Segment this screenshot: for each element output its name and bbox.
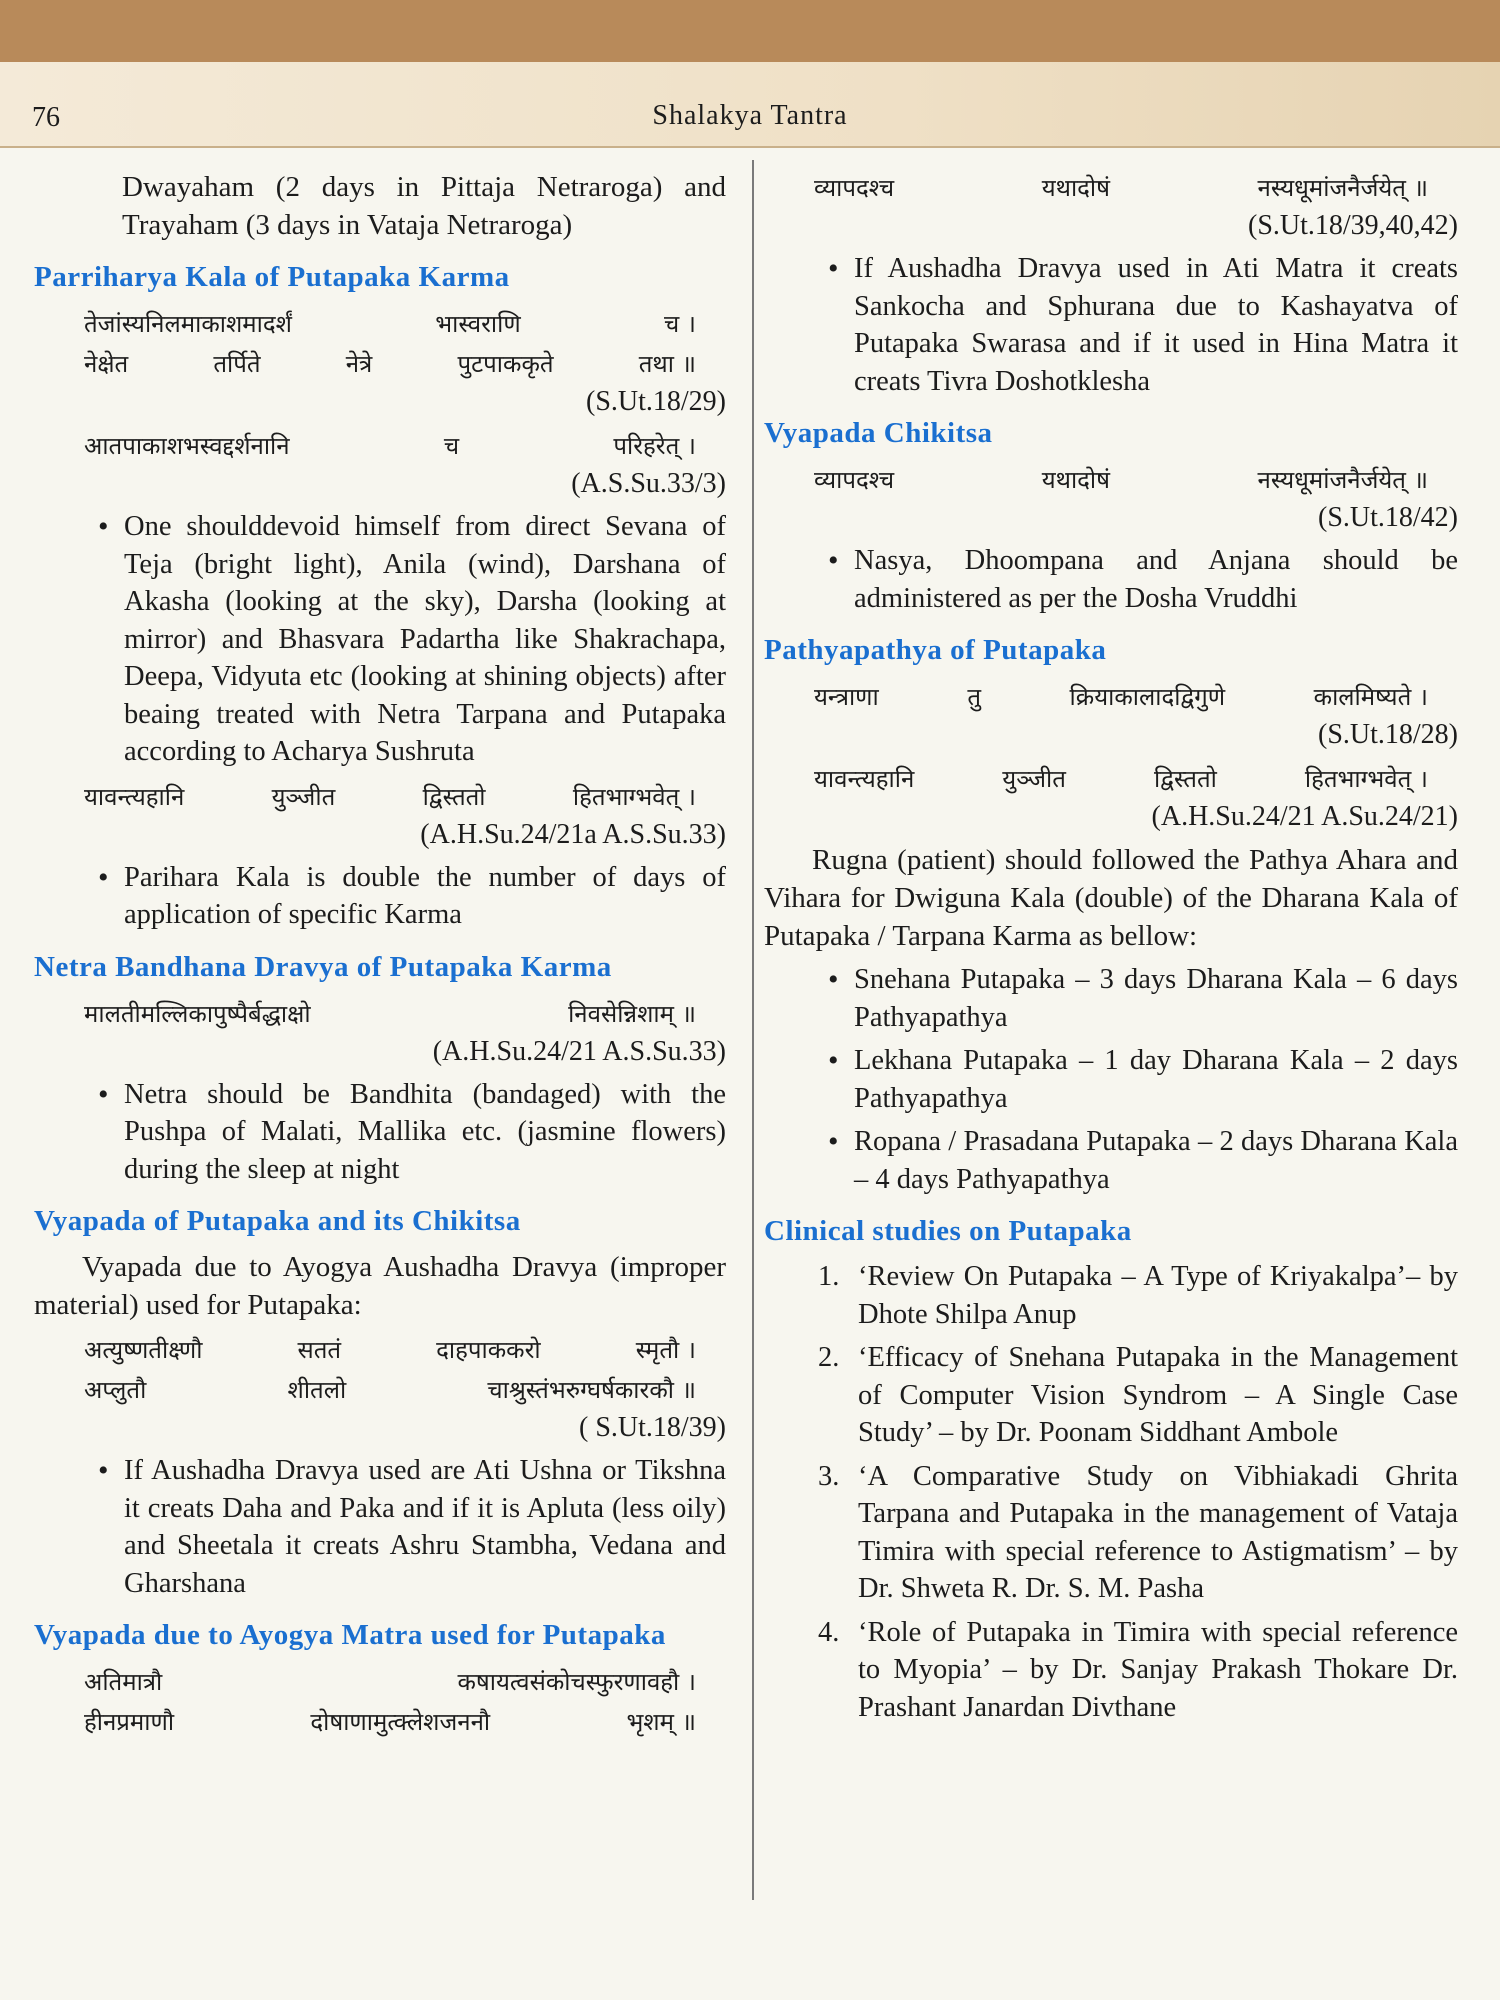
reference: ( S.Ut.18/39) [579,1412,726,1443]
reference: (A.H.Su.24/21 A.S.Su.33) [432,1035,726,1067]
verse: अत्युष्णतीक्ष्णौ सततं दाहपाककरो स्मृतौ । अप्लुतौ शीतलो चाश्रुस्तंभरुग्घर्षकारकौ ॥ [84,1336,696,1404]
bullet-list [34,1452,726,1602]
verse: तेजांस्यनिलमाकाशमादर्शं भास्वराणि च । नेक्षेत तर्पिते नेत्रे पुटपाककृते तथा ॥ [84,310,696,378]
bullet-list [34,1076,726,1189]
heading-vyapada-chikitsa: Vyapada Chikitsa [764,417,993,449]
page-header [0,62,1500,148]
heading-vyapada-matra: Vyapada due to Ayogya Matra used for Putapaka [34,1619,666,1651]
bullet-list [764,542,1458,617]
list-item: • Lekhana Putapaka – 1 day Dharana Kala – 2 days Pathyapathya [764,1042,1458,1117]
bullet-list [34,859,726,934]
verse: मालतीमल्लिकापुष्पैर्बद्धाक्षो निवसेन्निशाम् ॥ [84,999,696,1028]
list-item: • Ropana / Prasadana Putapaka – 2 days Dharana Kala – 4 days Pathyapathya [764,1123,1458,1198]
list-item: • Snehana Putapaka – 3 days Dharana Kala – 6 days Pathyapathya [764,961,1458,1036]
heading-clinical-studies: Clinical studies on Putapaka [764,1215,1132,1247]
reference: (A.H.Su.24/21a A.S.Su.33) [420,818,726,850]
verse: व्यापदश्च यथादोषं नस्यधूमांजनैर्जयेत् ॥ [814,174,1428,202]
list-item: 4. ‘Role of Putapaka in Timira with special reference to Myopia’ – by Dr. Sanjay Prakash Thokare Dr. Prashant Janardan Divthane [818,1616,1458,1723]
list-item: • Netra should be Bandhita (bandaged) with the Pushpa of Malati, Mallika etc. (jasmine flowers) during the sleep at night [34,1076,726,1189]
page-number: 76 [32,102,60,133]
reference: (S.Ut.18/42) [1318,502,1458,533]
verse: आतपाकाशभस्वद्दर्शनानि च परिहरेत् । [84,432,696,460]
heading-netra-bandhana: Netra Bandhana Dravya of Putapaka Karma [34,950,612,983]
running-title: Shalakya Tantra [652,100,848,131]
intro-paragraph: Dwayaham (2 days in Pittaja Netraroga) and Trayaham (3 days in Vataja Netraroga) [122,171,726,241]
left-column [34,168,726,1742]
paragraph: Rugna (patient) should followed the Pathya Ahara and Vihara for Dwiguna Kala (double) of the Dharana Kala of Putapaka / Tarpana Karma as bellow: [764,844,1458,952]
top-color-band [0,0,1500,62]
heading-vyapada: Vyapada of Putapaka and its Chikitsa [34,1205,521,1237]
numbered-list [764,1258,1458,1726]
list-item: • If Aushadha Dravya used in Ati Matra it creats Sankocha and Sphurana due to Kashayatva of Putapaka Swarasa and if it used in Hina Matra it creats Tivra Doshotklesha [764,250,1458,400]
verse: यावन्त्यहानि युञ्जीत द्विस्ततो हितभाग्भवेत् । [84,782,696,811]
heading-pathyapathya: Pathyapathya of Putapaka [764,634,1107,666]
paragraph: Vyapada due to Ayogya Aushadha Dravya (improper material) used for Putapaka: [34,1251,726,1321]
verse: यन्त्राणा तु क्रियाकालादद्विगुणे कालमिष्यते । [814,683,1428,711]
list-item: • One shoulddevoid himself from direct Sevana of Teja (bright light), Anila (wind), Darshana of Akasha (looking at the sky), Darsha (looking at mirror) and Bhasvara Padartha like Shakrachapa, Deepa, Vidyuta etc (looking at shining objects) after beaing treated with Netra Tarpana and Putapaka according to Acharya Sushruta [34,508,726,771]
list-item: • Parihara Kala is double the number of days of application of specific Karma [34,859,726,934]
list-item: • Nasya, Dhoompana and Anjana should be administered as per the Dosha Vruddhi [764,542,1458,617]
list-item: 3. ‘A Comparative Study on Vibhiakadi Ghrita Tarpana and Putapaka in the management of Vataja Timira with special reference to Astigmatism’ – by Dr. Shweta R. Dr. S. M. Pasha [818,1460,1458,1604]
list-item: 1. ‘Review On Putapaka – A Type of Kriyakalpa’– by Dhote Shilpa Anup [818,1261,1458,1330]
verse: यावन्त्यहानि युञ्जीत द्विस्ततो हितभाग्भवेत् । [814,765,1428,793]
right-column [764,168,1458,1732]
bullet-list [764,250,1458,400]
list-item: • If Aushadha Dravya used are Ati Ushna or Tikshna it creats Daha and Paka and if it is Apluta (less oily) and Sheetala it creats Ashru Stambha, Vedana and Gharshana [34,1452,726,1602]
verse: अतिमात्रौ कषायत्वसंकोचस्फुरणावहौ । हीनप्रमाणौ दोषाणामुत्क्लेशजननौ भृशम् ॥ [84,1668,696,1736]
column-divider [752,160,754,1900]
reference: (A.S.Su.33/3) [571,468,726,499]
bullet-list [34,508,726,771]
reference: (A.H.Su.24/21 A.Su.24/21) [1151,801,1458,832]
list-item: 2. ‘Efficacy of Snehana Putapaka in the Management of Computer Vision Syndrom – A Single Case Study’ – by Dr. Poonam Siddhant Ambole [818,1342,1458,1448]
reference: (S.Ut.18/39,40,42) [1248,210,1458,241]
verse: व्यापदश्च यथादोषं नस्यधूमांजनैर्जयेत् ॥ [814,466,1428,494]
bullet-list [764,961,1458,1198]
reference: (S.Ut.18/29) [586,386,726,417]
heading-parriharya-kala: Parriharya Kala of Putapaka Karma [34,261,510,293]
reference: (S.Ut.18/28) [1318,719,1458,750]
